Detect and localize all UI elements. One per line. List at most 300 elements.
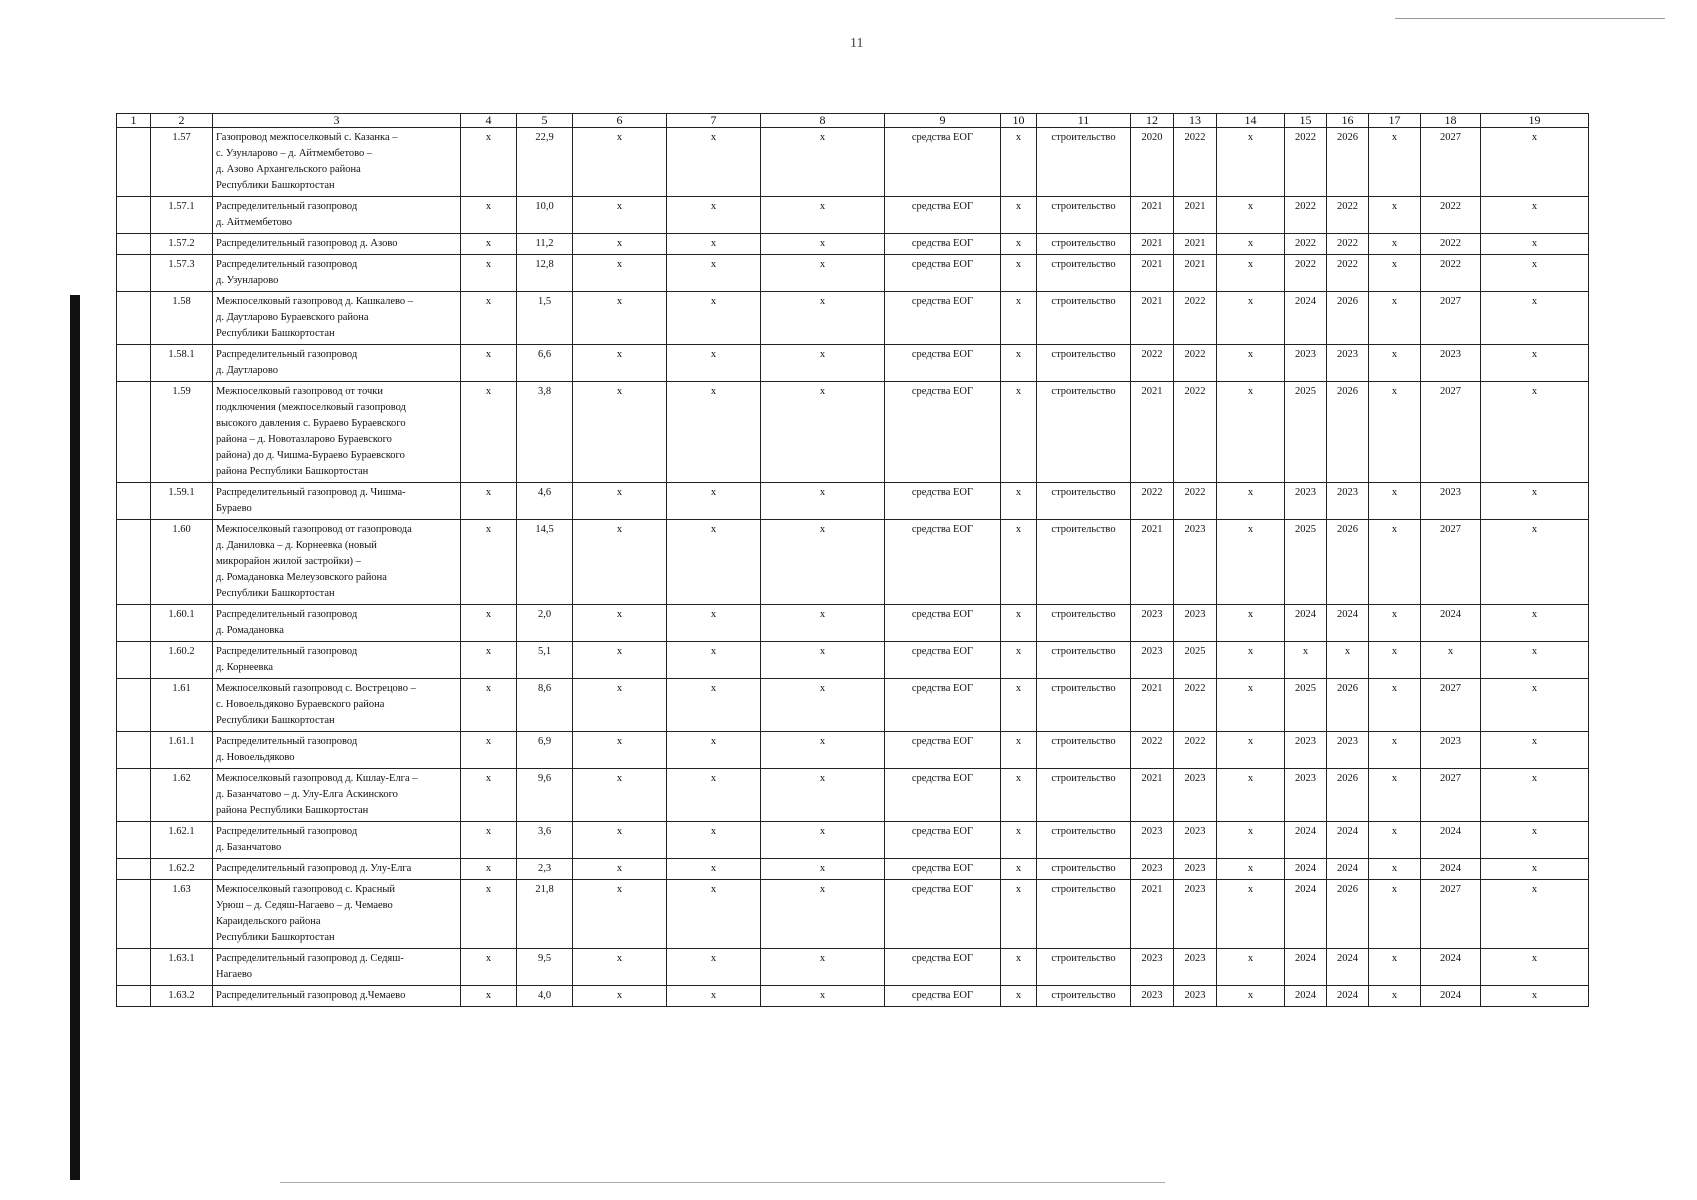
table-cell: 2023 [1421,345,1481,382]
object-name-cell: Распределительный газопровод д. Даутларово [213,345,461,382]
table-cell: x [1481,769,1589,822]
table-cell: x [667,880,761,949]
table-cell: x [461,642,517,679]
row-index-cell: 1.57.1 [151,197,213,234]
table-cell: x [1217,197,1285,234]
table-row [117,822,1589,859]
table-cell: x [1001,292,1037,345]
page-number: 11 [850,36,864,51]
table-cell: 3,8 [517,382,573,483]
table-cell: строительство [1037,197,1131,234]
column-number-row [117,114,1589,128]
table-cell: x [1369,255,1421,292]
column-number-cell: 10 [1001,114,1037,128]
table-cell: 2021 [1131,292,1174,345]
table-cell: 2021 [1174,234,1217,255]
table-cell: 2023 [1174,520,1217,605]
row-index-cell: 1.61.1 [151,732,213,769]
table-cell: x [1369,605,1421,642]
table-cell: средства ЕОГ [885,382,1001,483]
table-cell: x [1481,986,1589,1007]
table-cell: x [761,345,885,382]
table-row [117,642,1589,679]
column-number-cell: 12 [1131,114,1174,128]
table-cell: x [667,642,761,679]
column-number-cell: 13 [1174,114,1217,128]
table-cell: x [1217,986,1285,1007]
object-name-cell: Межпоселковый газопровод от газопровода д. Даниловка – д. Корнеевка (новый микрорайон жилой застройки) – д. Ромадановка Мелеузовского района Республики Башкортостан [213,520,461,605]
table-cell: 2023 [1174,880,1217,949]
table-cell: x [761,234,885,255]
table-cell: x [461,382,517,483]
table-cell: x [573,732,667,769]
row-index-cell: 1.57.3 [151,255,213,292]
table-cell: x [573,822,667,859]
table-cell: 2023 [1174,986,1217,1007]
table-row [117,255,1589,292]
table-cell: средства ЕОГ [885,769,1001,822]
table-cell: 8,6 [517,679,573,732]
table-cell: 2024 [1421,605,1481,642]
table-cell: x [573,292,667,345]
table-cell: строительство [1037,345,1131,382]
table-cell: 12,8 [517,255,573,292]
column-number-cell: 2 [151,114,213,128]
table-cell: x [461,128,517,197]
table-cell: 2023 [1421,732,1481,769]
object-name-cell: Распределительный газопровод д.Чемаево [213,986,461,1007]
object-name-cell: Межпоселковый газопровод д. Кашкалево – д. Даутларово Бураевского района Республики Башкортостан [213,292,461,345]
table-cell: x [573,382,667,483]
table-cell: x [761,822,885,859]
table-cell: x [1369,234,1421,255]
table-cell: x [1001,234,1037,255]
row-index-cell: 1.57.2 [151,234,213,255]
table-cell: 2022 [1174,128,1217,197]
table-cell: 2022 [1285,197,1327,234]
table-row [117,605,1589,642]
row-index-cell: 1.62 [151,769,213,822]
table-cell: x [573,769,667,822]
table-row [117,197,1589,234]
table-cell: x [1421,642,1481,679]
object-name-cell: Межпоселковый газопровод с. Вострецово – с. Новоельдяково Бураевского района Республики Башкортостан [213,679,461,732]
table-cell [117,769,151,822]
table-cell: строительство [1037,769,1131,822]
table-cell: 22,9 [517,128,573,197]
table-cell: строительство [1037,128,1131,197]
row-index-cell: 1.59 [151,382,213,483]
table-body [117,114,1589,1007]
table-cell: 2024 [1285,986,1327,1007]
table-cell: 2022 [1174,483,1217,520]
table-cell: 2025 [1285,679,1327,732]
table-row [117,859,1589,880]
column-number-cell: 4 [461,114,517,128]
table-cell: 14,5 [517,520,573,605]
table-cell: x [573,520,667,605]
table-cell: строительство [1037,382,1131,483]
table-cell: 2021 [1174,255,1217,292]
table-cell: 2022 [1285,128,1327,197]
table-cell: строительство [1037,880,1131,949]
table-cell [117,234,151,255]
table-cell [117,642,151,679]
table-cell: средства ЕОГ [885,128,1001,197]
table-cell: x [461,345,517,382]
object-name-cell: Распределительный газопровод д. Новоельдяково [213,732,461,769]
table-cell: 2026 [1327,382,1369,483]
table-cell [117,255,151,292]
table-cell: 2023 [1174,822,1217,859]
table-cell: 2023 [1285,345,1327,382]
table-cell: x [1481,292,1589,345]
table-cell: x [1481,949,1589,986]
table-cell: x [1001,483,1037,520]
table-cell: 2023 [1174,605,1217,642]
table-cell: x [1217,859,1285,880]
table-cell: 2022 [1421,255,1481,292]
table-cell: x [573,197,667,234]
table-cell: 11,2 [517,234,573,255]
column-number-cell: 7 [667,114,761,128]
table-cell: x [1481,859,1589,880]
row-index-cell: 1.61 [151,679,213,732]
table-cell: x [1217,520,1285,605]
column-number-cell: 3 [213,114,461,128]
table-cell: x [1217,679,1285,732]
table-cell [117,483,151,520]
table-cell: x [1001,732,1037,769]
table-cell: 2023 [1174,859,1217,880]
table-cell: средства ЕОГ [885,986,1001,1007]
table-cell: x [1481,642,1589,679]
table-cell: 2027 [1421,769,1481,822]
table-cell: x [667,345,761,382]
table-cell: строительство [1037,642,1131,679]
table-cell: x [1369,880,1421,949]
table-cell: 2023 [1131,859,1174,880]
table-cell: x [1217,605,1285,642]
column-number-cell: 5 [517,114,573,128]
table-cell: 2022 [1174,345,1217,382]
row-index-cell: 1.63.2 [151,986,213,1007]
table-cell: x [1217,769,1285,822]
table-cell: 2024 [1421,822,1481,859]
table-cell: 2024 [1285,949,1327,986]
table-cell: 9,5 [517,949,573,986]
table-cell: строительство [1037,255,1131,292]
table-cell: 2023 [1174,769,1217,822]
row-index-cell: 1.60.2 [151,642,213,679]
table-cell: 2020 [1131,128,1174,197]
table-cell [117,986,151,1007]
table-cell: x [1001,949,1037,986]
column-number-cell: 16 [1327,114,1369,128]
table-cell [117,679,151,732]
table-cell: строительство [1037,949,1131,986]
table-cell: x [761,642,885,679]
table-cell: x [667,732,761,769]
table-cell: 2021 [1174,197,1217,234]
scan-edge-bar [70,295,80,1180]
table-cell: x [1481,605,1589,642]
object-name-cell: Распределительный газопровод д. Чишма- Бураево [213,483,461,520]
table-cell: x [1481,255,1589,292]
table-cell: средства ЕОГ [885,880,1001,949]
table-cell: x [761,197,885,234]
table-row [117,732,1589,769]
table-cell: x [1001,255,1037,292]
row-index-cell: 1.57 [151,128,213,197]
table-cell: x [761,859,885,880]
table-cell: 2024 [1327,859,1369,880]
table-cell: x [1481,732,1589,769]
table-cell: x [1001,382,1037,483]
table-cell: x [1481,822,1589,859]
table-cell: 2023 [1327,345,1369,382]
table-cell: x [1369,197,1421,234]
row-index-cell: 1.62.2 [151,859,213,880]
table-cell: средства ЕОГ [885,679,1001,732]
table-cell: 2022 [1174,679,1217,732]
table-cell [117,605,151,642]
table-cell: средства ЕОГ [885,234,1001,255]
table-cell: x [667,605,761,642]
table-cell: 2021 [1131,880,1174,949]
table-cell: 2023 [1131,822,1174,859]
table-cell: 2026 [1327,128,1369,197]
table-cell: x [1481,679,1589,732]
top-rule [1395,18,1665,19]
table-cell: 2022 [1174,292,1217,345]
row-index-cell: 1.62.1 [151,822,213,859]
row-index-cell: 1.58.1 [151,345,213,382]
table-cell: x [761,679,885,732]
table-cell: x [1001,769,1037,822]
table-cell: 2025 [1285,520,1327,605]
table-cell: x [1369,679,1421,732]
table-cell: x [1001,679,1037,732]
table-row [117,382,1589,483]
table-cell: 1,5 [517,292,573,345]
column-number-cell: 14 [1217,114,1285,128]
table-cell: 5,1 [517,642,573,679]
table-cell: x [761,986,885,1007]
table-cell: x [667,986,761,1007]
table-cell: x [573,949,667,986]
table-cell: x [1217,345,1285,382]
row-index-cell: 1.59.1 [151,483,213,520]
table-cell: 2022 [1131,483,1174,520]
table-cell: 2027 [1421,292,1481,345]
table-cell: строительство [1037,986,1131,1007]
table-cell: 2024 [1421,949,1481,986]
table-cell: x [461,483,517,520]
table-cell: x [761,292,885,345]
table-cell: x [667,769,761,822]
table-cell: x [1369,292,1421,345]
table-cell: 2,0 [517,605,573,642]
table-cell: x [761,520,885,605]
table-row [117,483,1589,520]
table-cell: x [1369,986,1421,1007]
object-name-cell: Распределительный газопровод д. Узунларово [213,255,461,292]
column-number-cell: 8 [761,114,885,128]
table-cell: x [461,605,517,642]
table-row [117,520,1589,605]
table-cell: 3,6 [517,822,573,859]
object-name-cell: Распределительный газопровод д. Ромадановка [213,605,461,642]
object-name-cell: Распределительный газопровод д. Айтмембетово [213,197,461,234]
table-cell: 2027 [1421,382,1481,483]
table-cell: x [1001,859,1037,880]
table-cell: x [1369,642,1421,679]
table-cell: x [1481,520,1589,605]
table-cell: средства ЕОГ [885,605,1001,642]
column-number-cell: 15 [1285,114,1327,128]
table-cell: 2021 [1131,679,1174,732]
table-cell [117,345,151,382]
table-cell: 2021 [1131,520,1174,605]
table-cell: x [1217,880,1285,949]
table-cell: 2024 [1327,822,1369,859]
table-cell: 2026 [1327,520,1369,605]
table-cell: 2022 [1131,345,1174,382]
column-number-cell: 17 [1369,114,1421,128]
table-cell: x [667,255,761,292]
table-cell: x [761,128,885,197]
object-name-cell: Газопровод межпоселковый с. Казанка – с. Узунларово – д. Айтмембетово – д. Азово Архангельского района Республики Башкортостан [213,128,461,197]
table-cell: x [761,483,885,520]
table-cell: x [1217,732,1285,769]
table-cell: x [573,255,667,292]
row-index-cell: 1.60 [151,520,213,605]
row-index-cell: 1.63 [151,880,213,949]
object-name-cell: Распределительный газопровод д. Базанчатово [213,822,461,859]
table-cell: 2022 [1421,234,1481,255]
table-cell: строительство [1037,859,1131,880]
table-cell: строительство [1037,292,1131,345]
table-cell: x [667,859,761,880]
table-cell: x [1369,732,1421,769]
table-cell: 2026 [1327,769,1369,822]
table-cell [117,822,151,859]
table-cell: x [667,679,761,732]
table-cell: x [1369,822,1421,859]
table-cell: 2023 [1131,605,1174,642]
table-cell: 2022 [1174,732,1217,769]
table-row [117,949,1589,986]
table-cell: x [573,128,667,197]
table-cell: средства ЕОГ [885,483,1001,520]
table-cell: 2022 [1285,255,1327,292]
table-cell: x [1217,255,1285,292]
table-cell [117,128,151,197]
table-cell: 2026 [1327,679,1369,732]
table-cell: средства ЕОГ [885,949,1001,986]
table-cell: x [573,234,667,255]
table-cell: x [667,520,761,605]
table-cell: x [573,880,667,949]
table-cell: 4,6 [517,483,573,520]
table-cell: x [461,986,517,1007]
table-cell: 2027 [1421,520,1481,605]
table-cell: 2024 [1285,880,1327,949]
table-cell: 2024 [1421,986,1481,1007]
table-cell: x [1001,880,1037,949]
table-cell: средства ЕОГ [885,197,1001,234]
column-number-cell: 6 [573,114,667,128]
table-cell [117,520,151,605]
row-index-cell: 1.60.1 [151,605,213,642]
table-cell: 6,6 [517,345,573,382]
table-cell: 6,9 [517,732,573,769]
table-cell [117,859,151,880]
table-cell: средства ЕОГ [885,255,1001,292]
table-cell: 10,0 [517,197,573,234]
table-cell: средства ЕОГ [885,859,1001,880]
table-cell: x [667,822,761,859]
table-cell: x [1001,520,1037,605]
table-cell: x [761,769,885,822]
table-cell: 2026 [1327,880,1369,949]
table-row [117,769,1589,822]
table-cell: 2023 [1327,732,1369,769]
table-cell: x [1001,822,1037,859]
table-cell: x [761,382,885,483]
table-cell: x [1369,859,1421,880]
table-cell: 2021 [1131,382,1174,483]
table-cell [117,880,151,949]
table-cell: x [667,292,761,345]
table-cell: 2021 [1131,197,1174,234]
table-cell: 2023 [1285,769,1327,822]
table-cell: 2021 [1131,255,1174,292]
table-cell: средства ЕОГ [885,642,1001,679]
table-cell: x [667,382,761,483]
table-cell: 2023 [1131,986,1174,1007]
table-cell: x [1481,197,1589,234]
table-cell: x [1217,822,1285,859]
row-index-cell: 1.58 [151,292,213,345]
table-cell: x [573,679,667,732]
table-cell: 21,8 [517,880,573,949]
table-cell: x [1001,345,1037,382]
table-cell: 2024 [1327,949,1369,986]
table-cell: строительство [1037,605,1131,642]
table-cell: 2023 [1131,949,1174,986]
table-cell: 2027 [1421,128,1481,197]
table-cell: 2,3 [517,859,573,880]
table-cell: средства ЕОГ [885,345,1001,382]
table-row [117,234,1589,255]
table-cell: 2025 [1174,642,1217,679]
table-cell: x [461,732,517,769]
table-cell: x [667,197,761,234]
table-cell: x [1001,197,1037,234]
table-cell: x [1369,483,1421,520]
table-cell: x [761,255,885,292]
table-cell: средства ЕОГ [885,822,1001,859]
table-cell: x [573,483,667,520]
table-cell: x [1369,382,1421,483]
column-number-cell: 18 [1421,114,1481,128]
table-row [117,292,1589,345]
table-row [117,345,1589,382]
table-cell: средства ЕОГ [885,292,1001,345]
table-cell: x [1481,382,1589,483]
